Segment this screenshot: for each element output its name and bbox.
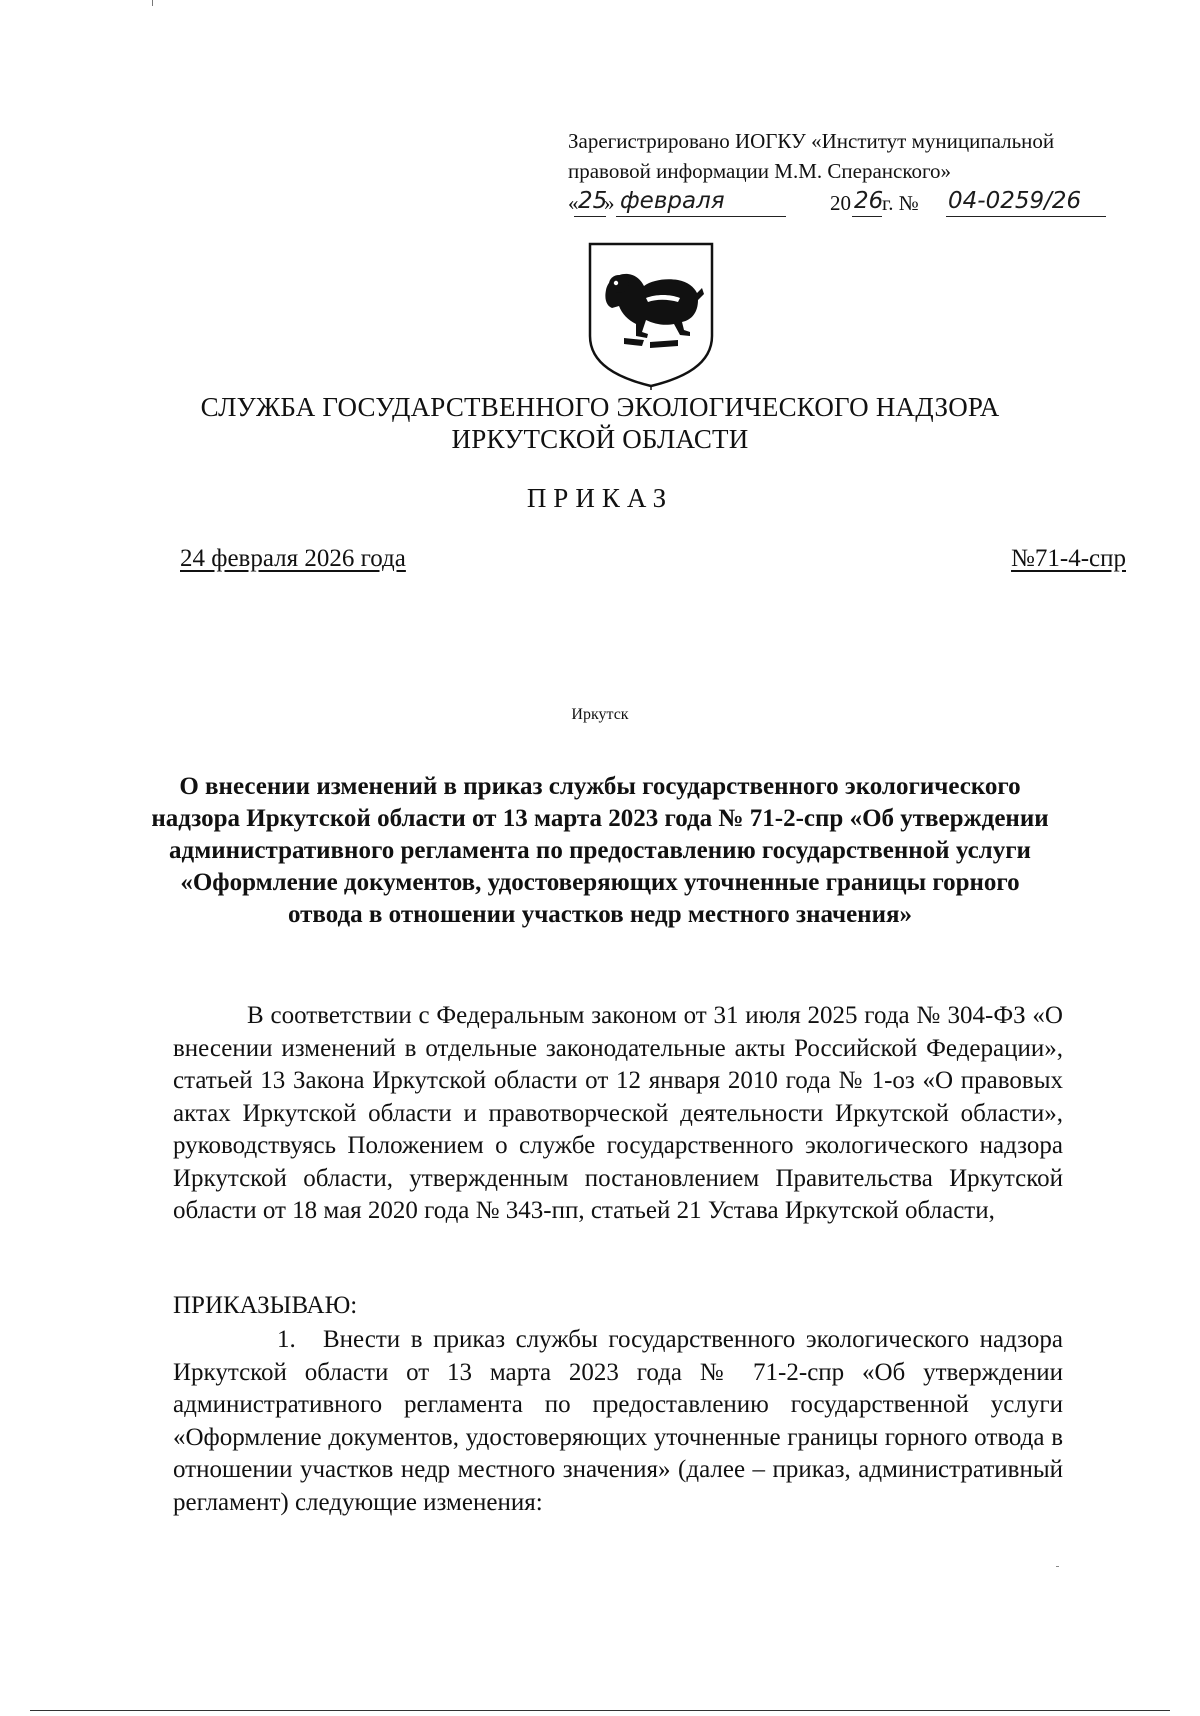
irkutsk-coat-of-arms-icon — [586, 240, 716, 390]
registration-year-prefix: 20 — [830, 191, 851, 215]
agency-name-line-1: СЛУЖБА ГОСУДАРСТВЕННОГО ЭКОЛОГИЧЕСКОГО НАДЗОРА — [200, 392, 1000, 422]
registration-close-quote: » — [604, 191, 615, 215]
agency-name-line-2: ИРКУТСКОЙ ОБЛАСТИ — [451, 424, 749, 454]
number-underline — [946, 216, 1106, 217]
registration-open-quote: « — [568, 191, 579, 215]
registration-year-tail: г. № — [882, 191, 919, 215]
order-date: 24 февраля 2026 года — [180, 545, 406, 572]
city-name: Иркутск — [571, 706, 629, 723]
item-1-paragraph — [173, 1324, 1063, 1519]
month-underline — [616, 216, 786, 217]
registration-year-suffix: 26 — [854, 188, 884, 214]
order-number: №71-4-спр — [1011, 545, 1126, 572]
item-1-text: Внести в приказ службы государственного экологического надзора Иркутской области от 13 марта 2023 года № 71-2-спр «Об утверждении административного регламента по предоставлению государственной услуги «Оформление документов, удостоверяющих уточненные границы горного отвода в отношении участков недр местного значения» (далее – приказ, административный регламент) следующие изменения: — [173, 1326, 1063, 1516]
registration-day: 25 — [578, 188, 608, 214]
registration-line-2: правовой информации М.М. Сперанского» — [568, 159, 952, 183]
registration-month: февраля — [620, 188, 725, 214]
document-heading: О внесении изменений в приказ службы государственного экологического надзора Иркутской области от 13 марта 2023 года № 71-2-спр «Об утверждении административного регламента по предоставлению государственной услуги «Оформление документов, удостоверяющих уточненные границы горного отвода в отношении участков недр местного значения» — [151, 773, 1049, 928]
preamble-paragraph: В соответствии с Федеральным законом от 31 июля 2025 года № 304-ФЗ «О внесении изменений в отдельные законодательные акты Российской Федерации», статьей 13 Закона Иркутской области от 12 января 2010 года № 1-оз «О правовых актах Иркутской области и правотворческой деятельности Иркутской области», руководствуясь Положением о службе государственного экологического надзора Иркутской области, утвержденным постановлением Правительства Иркутской области от 18 мая 2020 года № 343-пп, статьей 21 Устава Иркутской области, — [173, 1002, 1063, 1224]
registration-number: 04-0259/26 — [948, 188, 1082, 214]
order-title: ПРИКАЗ — [526, 483, 674, 513]
registration-line-1: Зарегистрировано ИОГКУ «Институт муниципальной — [568, 129, 1055, 153]
scan-speck — [1056, 1566, 1059, 1567]
day-underline — [574, 216, 606, 217]
item-1-number: 1. — [277, 1326, 296, 1353]
footer-line — [30, 1710, 1170, 1711]
decree-word: ПРИКАЗЫВАЮ: — [173, 1292, 358, 1319]
scan-mark — [152, 0, 153, 6]
registration-line-3 — [568, 186, 1128, 220]
year-underline — [852, 216, 882, 217]
registration-stamp — [568, 126, 1128, 220]
